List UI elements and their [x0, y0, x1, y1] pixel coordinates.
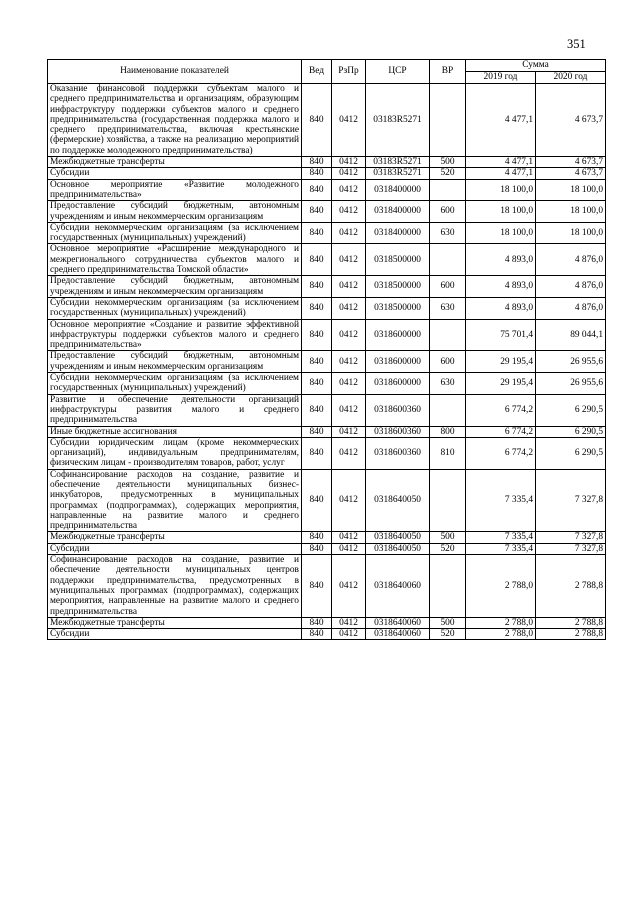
row-sum-2019: 7 335,4 — [466, 532, 536, 543]
header-name: Наименование показателей — [48, 60, 302, 84]
row-name: Субсидии некоммерческим организациям (за исключением государственных (муниципальных) учреждений) — [48, 297, 302, 319]
row-rzpr: 0412 — [332, 532, 366, 543]
row-sum-2019: 75 701,4 — [466, 319, 536, 351]
table-header — [48, 60, 606, 84]
header-ved: Вед — [302, 60, 332, 84]
row-sum-2020: 7 327,8 — [536, 469, 606, 532]
row-sum-2019: 18 100,0 — [466, 222, 536, 244]
row-ved: 840 — [302, 244, 332, 276]
row-rzpr: 0412 — [332, 426, 366, 437]
table-row — [48, 168, 606, 179]
row-vr: 600 — [430, 351, 466, 373]
row-csr: 0318500000 — [366, 244, 430, 276]
page-number: 351 — [567, 37, 586, 51]
row-csr: 0318640060 — [366, 629, 430, 640]
row-sum-2019: 4 477,1 — [466, 157, 536, 168]
row-rzpr: 0412 — [332, 157, 366, 168]
row-ved: 840 — [302, 157, 332, 168]
row-sum-2019: 18 100,0 — [466, 201, 536, 223]
row-sum-2020: 4 673,7 — [536, 157, 606, 168]
row-vr: 520 — [430, 168, 466, 179]
row-csr: 03183R5271 — [366, 157, 430, 168]
table-row — [48, 629, 606, 640]
row-name: Предоставление субсидий бюджетным, автономным учреждениям и иным некоммерческим организациям — [48, 276, 302, 298]
table-row — [48, 426, 606, 437]
row-ved: 840 — [302, 426, 332, 437]
row-sum-2019: 6 774,2 — [466, 394, 536, 426]
row-ved: 840 — [302, 629, 332, 640]
row-vr — [430, 244, 466, 276]
row-sum-2020: 4 876,0 — [536, 244, 606, 276]
table-row — [48, 222, 606, 244]
row-rzpr: 0412 — [332, 244, 366, 276]
table-row — [48, 543, 606, 554]
row-rzpr: 0412 — [332, 469, 366, 532]
table-body — [48, 84, 606, 640]
row-sum-2020: 6 290,5 — [536, 394, 606, 426]
row-sum-2020: 18 100,0 — [536, 201, 606, 223]
row-name: Развитие и обеспечение деятельности организаций инфраструктуры развития малого и среднего предпринимательства — [48, 394, 302, 426]
row-csr: 0318600000 — [366, 319, 430, 351]
row-sum-2020: 6 290,5 — [536, 437, 606, 469]
row-ved: 840 — [302, 297, 332, 319]
row-sum-2020: 4 876,0 — [536, 297, 606, 319]
row-sum-2019: 6 774,2 — [466, 437, 536, 469]
row-rzpr: 0412 — [332, 555, 366, 618]
row-csr: 0318600360 — [366, 437, 430, 469]
row-rzpr: 0412 — [332, 437, 366, 469]
row-csr: 0318640060 — [366, 555, 430, 618]
row-vr: 520 — [430, 543, 466, 554]
row-sum-2020: 7 327,8 — [536, 532, 606, 543]
row-sum-2020: 7 327,8 — [536, 543, 606, 554]
row-rzpr: 0412 — [332, 617, 366, 628]
row-csr: 0318500000 — [366, 297, 430, 319]
table-row — [48, 84, 606, 157]
row-sum-2020: 18 100,0 — [536, 222, 606, 244]
row-ved: 840 — [302, 555, 332, 618]
row-sum-2020: 4 876,0 — [536, 276, 606, 298]
row-ved: 840 — [302, 469, 332, 532]
row-csr: 0318600000 — [366, 351, 430, 373]
row-sum-2019: 2 788,0 — [466, 555, 536, 618]
row-csr: 03183R5271 — [366, 84, 430, 157]
row-name: Субсидии юридическим лицам (кроме некоммерческих организаций), индивидуальным предпринимателям, физическим лицам - производителям товаров, работ, услуг — [48, 437, 302, 469]
row-ved: 840 — [302, 319, 332, 351]
row-csr: 03183R5271 — [366, 168, 430, 179]
header-sum: Сумма — [466, 60, 606, 72]
row-name: Иные бюджетные ассигнования — [48, 426, 302, 437]
table-row — [48, 437, 606, 469]
row-ved: 840 — [302, 437, 332, 469]
header-year-2019: 2019 год — [466, 72, 536, 84]
row-vr — [430, 179, 466, 201]
row-ved: 840 — [302, 373, 332, 395]
row-name: Основное мероприятие «Создание и развитие эффективной инфраструктуры поддержки субъектов малого и среднего предпринимательства» — [48, 319, 302, 351]
row-name: Софинансирование расходов на создание, развитие и обеспечение деятельности муниципальных центров поддержки предпринимательства, предусмотренных в муниципальных программах (подпрограммах), содержащих мероприятия, направленные на развитие малого и среднего предпринимательства — [48, 555, 302, 618]
row-name: Предоставление субсидий бюджетным, автономным учреждениям и иным некоммерческим организациям — [48, 201, 302, 223]
row-name: Межбюджетные трансферты — [48, 157, 302, 168]
header-vr: ВР — [430, 60, 466, 84]
row-ved: 840 — [302, 179, 332, 201]
row-vr: 810 — [430, 437, 466, 469]
row-vr — [430, 84, 466, 157]
row-ved: 840 — [302, 168, 332, 179]
row-csr: 0318400000 — [366, 179, 430, 201]
row-sum-2019: 18 100,0 — [466, 179, 536, 201]
row-sum-2019: 2 788,0 — [466, 617, 536, 628]
row-vr — [430, 555, 466, 618]
table-row — [48, 297, 606, 319]
row-rzpr: 0412 — [332, 543, 366, 554]
row-name: Основное мероприятие «Расширение международного и межрегионального сотрудничества субъектов малого и среднего предпринимательства Томской области» — [48, 244, 302, 276]
row-vr: 630 — [430, 222, 466, 244]
row-ved: 840 — [302, 617, 332, 628]
row-name: Оказание финансовой поддержки субъектам малого и среднего предпринимательства и организациям, образующим инфраструктуру поддержки субъектов малого и среднего предпринимательства (государственная поддержка малого и среднего предпринимательства, включая крестьянские (фермерские) хозяйства, а также на реализацию мероприятий по поддержке молодежного предпринимательства) — [48, 84, 302, 157]
row-name: Основное мероприятие «Развитие молодежного предпринимательства» — [48, 179, 302, 201]
row-sum-2020: 26 955,6 — [536, 351, 606, 373]
row-ved: 840 — [302, 222, 332, 244]
row-csr: 0318600360 — [366, 426, 430, 437]
row-sum-2020: 89 044,1 — [536, 319, 606, 351]
row-sum-2020: 4 673,7 — [536, 168, 606, 179]
row-csr: 0318600000 — [366, 373, 430, 395]
row-sum-2019: 29 195,4 — [466, 351, 536, 373]
row-sum-2020: 2 788,8 — [536, 629, 606, 640]
row-csr: 0318400000 — [366, 222, 430, 244]
header-year-2020: 2020 год — [536, 72, 606, 84]
row-ved: 840 — [302, 276, 332, 298]
row-vr: 630 — [430, 297, 466, 319]
row-sum-2019: 4 893,0 — [466, 297, 536, 319]
row-vr: 600 — [430, 201, 466, 223]
row-vr: 600 — [430, 276, 466, 298]
row-rzpr: 0412 — [332, 629, 366, 640]
row-sum-2020: 2 788,8 — [536, 617, 606, 628]
row-name: Предоставление субсидий бюджетным, автономным учреждениям и иным некоммерческим организациям — [48, 351, 302, 373]
row-vr: 800 — [430, 426, 466, 437]
row-ved: 840 — [302, 201, 332, 223]
row-sum-2020: 2 788,8 — [536, 555, 606, 618]
row-ved: 840 — [302, 394, 332, 426]
row-sum-2020: 26 955,6 — [536, 373, 606, 395]
row-sum-2019: 4 477,1 — [466, 168, 536, 179]
table-row — [48, 373, 606, 395]
row-vr: 500 — [430, 532, 466, 543]
row-rzpr: 0412 — [332, 222, 366, 244]
row-sum-2019: 2 788,0 — [466, 629, 536, 640]
row-ved: 840 — [302, 84, 332, 157]
row-name: Субсидии некоммерческим организациям (за исключением государственных (муниципальных) учреждений) — [48, 222, 302, 244]
row-csr: 0318640050 — [366, 543, 430, 554]
row-ved: 840 — [302, 351, 332, 373]
row-sum-2019: 4 893,0 — [466, 244, 536, 276]
row-rzpr: 0412 — [332, 201, 366, 223]
row-csr: 0318400000 — [366, 201, 430, 223]
row-rzpr: 0412 — [332, 276, 366, 298]
budget-table — [47, 59, 606, 640]
row-sum-2019: 4 477,1 — [466, 84, 536, 157]
row-csr: 0318640050 — [366, 469, 430, 532]
row-csr: 0318600360 — [366, 394, 430, 426]
row-sum-2019: 7 335,4 — [466, 543, 536, 554]
row-vr — [430, 319, 466, 351]
row-rzpr: 0412 — [332, 179, 366, 201]
row-rzpr: 0412 — [332, 297, 366, 319]
row-name: Субсидии — [48, 543, 302, 554]
table-row — [48, 179, 606, 201]
table-row — [48, 351, 606, 373]
row-sum-2019: 4 893,0 — [466, 276, 536, 298]
row-name: Субсидии — [48, 168, 302, 179]
row-sum-2019: 29 195,4 — [466, 373, 536, 395]
row-name: Межбюджетные трансферты — [48, 532, 302, 543]
table-row — [48, 319, 606, 351]
table-row — [48, 555, 606, 618]
row-vr — [430, 469, 466, 532]
table-row — [48, 276, 606, 298]
table-row — [48, 244, 606, 276]
row-ved: 840 — [302, 532, 332, 543]
row-sum-2020: 6 290,5 — [536, 426, 606, 437]
table-row — [48, 201, 606, 223]
row-ved: 840 — [302, 543, 332, 554]
row-rzpr: 0412 — [332, 394, 366, 426]
row-vr — [430, 394, 466, 426]
row-csr: 0318500000 — [366, 276, 430, 298]
table-row — [48, 157, 606, 168]
row-sum-2019: 7 335,4 — [466, 469, 536, 532]
row-vr: 630 — [430, 373, 466, 395]
table-row — [48, 532, 606, 543]
table-row — [48, 617, 606, 628]
row-sum-2020: 18 100,0 — [536, 179, 606, 201]
row-name: Субсидии — [48, 629, 302, 640]
header-csr: ЦСР — [366, 60, 430, 84]
row-rzpr: 0412 — [332, 84, 366, 157]
row-vr: 500 — [430, 157, 466, 168]
table-row — [48, 394, 606, 426]
row-rzpr: 0412 — [332, 373, 366, 395]
row-sum-2019: 6 774,2 — [466, 426, 536, 437]
row-name: Субсидии некоммерческим организациям (за исключением государственных (муниципальных) учреждений) — [48, 373, 302, 395]
row-vr: 500 — [430, 617, 466, 628]
header-rzpr: РзПр — [332, 60, 366, 84]
row-vr: 520 — [430, 629, 466, 640]
row-name: Софинансирование расходов на создание, развитие и обеспечение деятельности муниципальных бизнес-инкубаторов, предусмотренных в муниципальных программах (подпрограммах), содержащих мероприятия, направленные на развитие малого и среднего предпринимательства — [48, 469, 302, 532]
row-sum-2020: 4 673,7 — [536, 84, 606, 157]
row-csr: 0318640060 — [366, 617, 430, 628]
row-rzpr: 0412 — [332, 351, 366, 373]
row-name: Межбюджетные трансферты — [48, 617, 302, 628]
row-csr: 0318640050 — [366, 532, 430, 543]
row-rzpr: 0412 — [332, 168, 366, 179]
row-rzpr: 0412 — [332, 319, 366, 351]
table-row — [48, 469, 606, 532]
